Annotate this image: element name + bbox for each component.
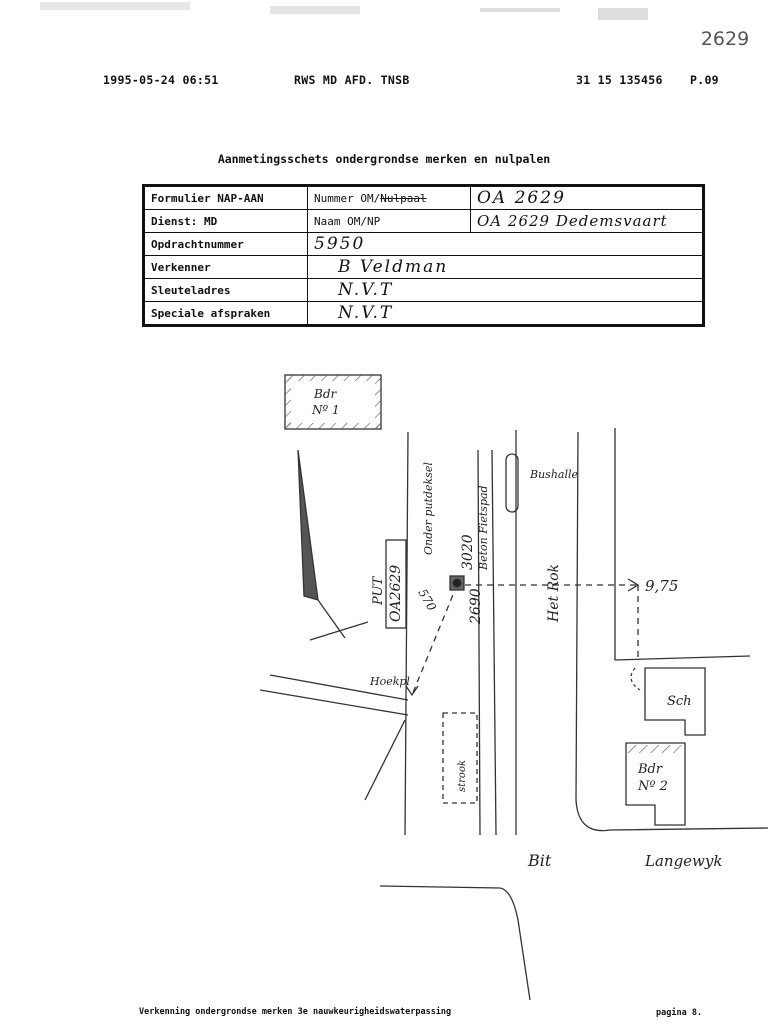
building-1-label: Bdr <box>314 387 337 401</box>
put-id-label: OA2629 <box>388 564 404 622</box>
form-label-2: Naam OM/NP <box>308 210 471 233</box>
scan-noise <box>480 8 560 12</box>
form-label-2: Nummer OM/Nulpaal <box>308 186 471 210</box>
distance-570: 570 <box>415 586 439 614</box>
langewyk-label: Langewyk <box>645 852 723 870</box>
het-rok-label: Het Rok <box>546 563 562 622</box>
page-title: Aanmetingsschets ondergrondse merken en nulpalen <box>217 152 551 166</box>
measure-975: 9,75 <box>645 577 679 595</box>
form-row <box>144 210 704 233</box>
bushalte-label: Bushalle <box>530 468 579 481</box>
form-row <box>144 279 704 302</box>
strook-label: strook <box>457 759 468 792</box>
form-label: Speciale afspraken <box>144 302 308 326</box>
location-sketch <box>240 360 768 1000</box>
scan-noise <box>270 6 360 14</box>
building-1 <box>285 375 381 429</box>
sch-label: Sch <box>667 694 692 709</box>
fax-phone: 31 15 135456 <box>576 73 663 87</box>
form-value: N.V.T <box>308 279 704 302</box>
beton-fietspad-label: Beton Fietspad <box>477 485 490 570</box>
form-label: Formulier NAP-AAN <box>144 186 308 210</box>
fax-sender: RWS MD AFD. TNSB <box>294 73 410 87</box>
page-number: pagina 8. <box>656 1008 703 1018</box>
form-row <box>144 233 704 256</box>
form-label: Verkenner <box>144 256 308 279</box>
struck-text: Nulpaal <box>380 191 427 205</box>
scan-noise <box>40 2 190 10</box>
bit-label: Bit <box>528 851 552 870</box>
fax-datetime: 1995-05-24 06:51 <box>103 73 219 87</box>
distance-2690: 2690 <box>468 588 484 624</box>
onder-putdeksel-label: Onder putdeksel <box>422 462 435 555</box>
fax-page: P.09 <box>690 73 719 87</box>
document-number: 2629 <box>700 28 750 50</box>
put-label: PUT <box>371 576 386 605</box>
building-1-number: Nº 1 <box>312 403 340 417</box>
form-label: Sleuteladres <box>144 279 308 302</box>
form-row <box>144 186 704 210</box>
building-2-label: Bdr <box>638 762 663 777</box>
hoekpl-label: Hoekpl <box>370 675 410 688</box>
footer-text: Verkenning ondergrondse merken 3e nauwkeurigheidswaterpassing <box>139 1007 452 1017</box>
put-icon <box>453 579 461 587</box>
scan-noise <box>598 8 648 20</box>
north-arrow-icon <box>298 450 318 600</box>
form-value: B Veldman <box>308 256 704 279</box>
form-table <box>142 184 705 327</box>
distance-3020: 3020 <box>460 534 476 570</box>
form-row <box>144 256 704 279</box>
form-label: Dienst: MD <box>144 210 308 233</box>
form-label: Opdrachtnummer <box>144 233 308 256</box>
form-value: N.V.T <box>308 302 704 326</box>
form-row <box>144 302 704 326</box>
building-2-number: Nº 2 <box>638 779 668 794</box>
form-value: OA 2629 Dedemsvaart <box>471 210 704 233</box>
form-value: OA 2629 <box>471 186 704 210</box>
form-value: 5950 <box>308 233 704 256</box>
